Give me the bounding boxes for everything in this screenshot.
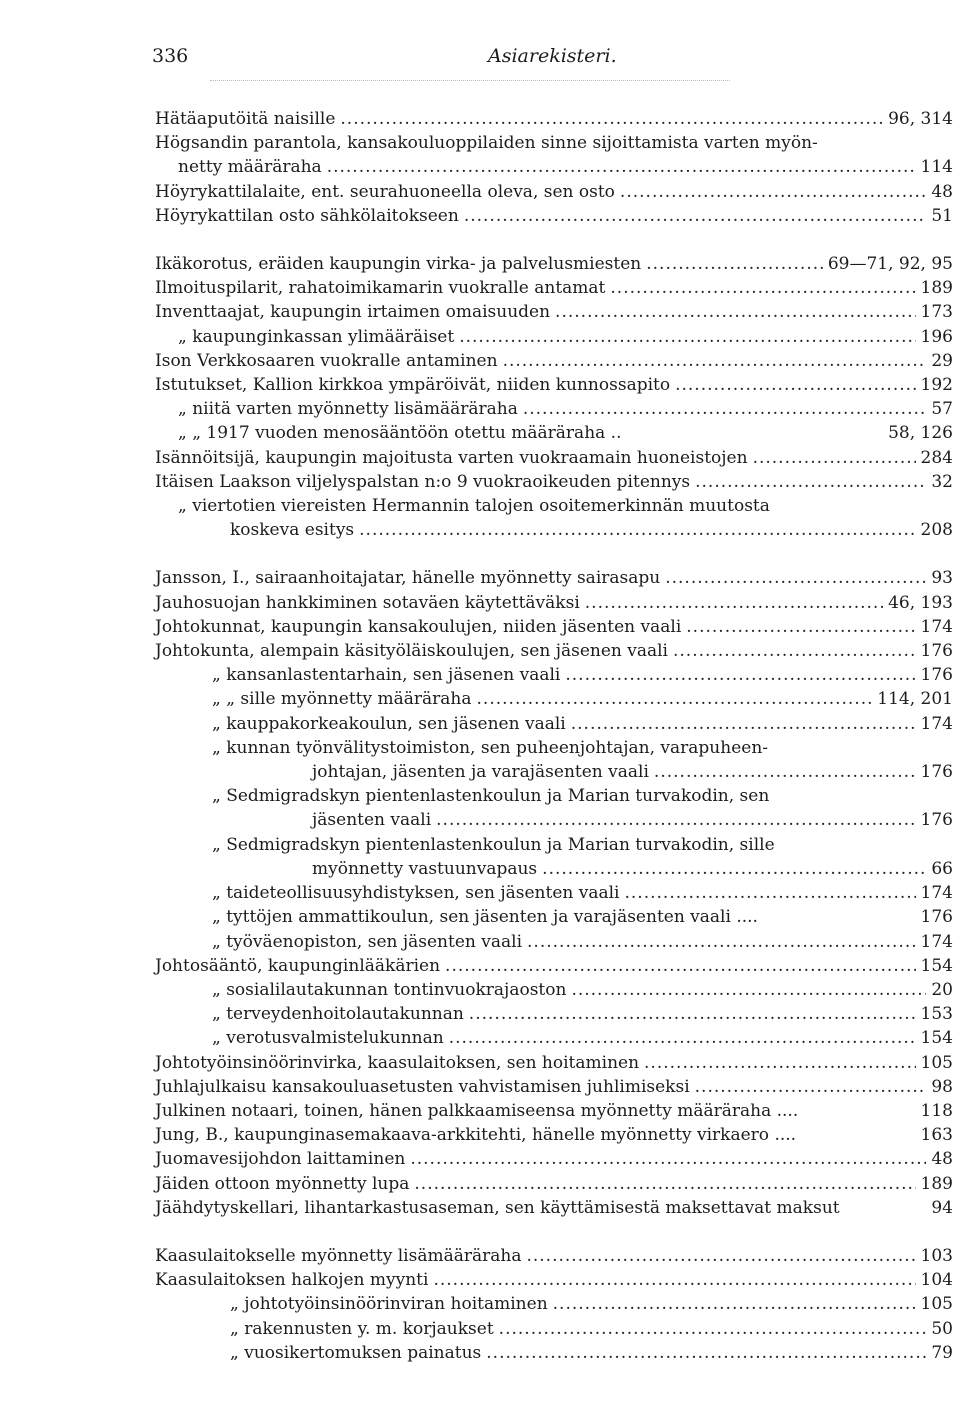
- entry-text: Itäisen Laakson viljelyspalstan n:o 9 vuokraoikeuden pitennys: [155, 471, 691, 492]
- index-entry: [155, 300, 953, 324]
- entry-text: „ „ 1917 vuoden menosääntöön otettu määräraha ..: [178, 423, 622, 444]
- index-entry: [155, 276, 953, 300]
- index-entry: [155, 954, 953, 978]
- entry-text: „ johtotyöinsinöörinviran hoitaminen: [230, 1294, 548, 1315]
- index-entry: [155, 881, 953, 905]
- entry-pages: 48: [931, 1149, 953, 1170]
- page-header: [0, 0, 960, 90]
- entry-pages: 174: [920, 713, 953, 734]
- entry-text-continued: johtajan, jäsenten ja varajäsenten vaali: [312, 762, 649, 783]
- entry-text: „ kaupunginkassan ylimääräiset: [178, 326, 455, 347]
- entry-text: Johtotyöinsinöörinvirka, kaasulaitoksen, sen hoitaminen: [155, 1052, 640, 1073]
- index-entry: [155, 663, 953, 687]
- index-entry: [155, 1099, 953, 1123]
- entry-text: Höyrykattilalaite, ent. seurahuoneella oleva, sen osto: [155, 181, 615, 202]
- index-entry: [155, 373, 953, 397]
- entry-pages: 93: [931, 568, 953, 589]
- running-head: Asiarekisteri.: [488, 45, 617, 67]
- entry-text: Jansson, I., sairaanhoitajatar, hänelle myönnetty sairasapu: [155, 568, 661, 589]
- index-entry: [155, 131, 953, 179]
- index-entry: [155, 712, 953, 736]
- index-entry: [155, 1026, 953, 1050]
- entry-text: „ „ sille myönnetty määräraha: [212, 689, 472, 710]
- entry-text: „ Sedmigradskyn pientenlastenkoulun ja Marian turvakodin, sille: [212, 834, 775, 855]
- entry-pages: 192: [920, 375, 953, 396]
- entry-text: „ kunnan työnvälitystoimiston, sen puheenjohtajan, varapuheen-: [212, 737, 769, 758]
- entry-pages: 154: [920, 1028, 953, 1049]
- entry-text: „ viertotien viereisten Hermannin talojen osoitemerkinnän muutosta: [178, 496, 770, 517]
- entry-text: „ kansanlastentarhain, sen jäsenen vaali: [212, 665, 561, 686]
- entry-text: „ sosialilautakunnan tontinvuokrajaoston: [212, 979, 567, 1000]
- entry-text-continued: koskeva esitys: [230, 520, 355, 541]
- index-entry: [155, 905, 953, 929]
- entry-pages: 105: [920, 1294, 953, 1315]
- index-entry: [155, 1123, 953, 1147]
- entry-pages: 176: [920, 665, 953, 686]
- entry-text: „ taideteollisuusyhdistyksen, sen jäsenten vaali: [212, 883, 620, 904]
- entry-pages: 173: [920, 302, 953, 323]
- index-entry: [155, 107, 953, 131]
- entry-text: Högsandin parantola, kansakouluoppilaiden sinne sijoittamista varten myön-: [155, 133, 818, 154]
- entry-pages: 284: [920, 447, 953, 468]
- index-entry: [155, 784, 953, 832]
- entry-text: Hätäaputöitä naisille: [155, 109, 336, 129]
- entry-pages: 174: [920, 931, 953, 952]
- entry-pages: 50: [931, 1318, 953, 1339]
- entry-pages: 96, 314: [888, 109, 953, 129]
- entry-text: Juhlajulkaisu kansakouluasetusten vahvistamisen juhlimiseksi: [155, 1076, 690, 1097]
- entry-pages: 98: [931, 1076, 953, 1097]
- entry-pages: 69—71, 92, 95: [827, 254, 953, 275]
- entry-text: Istutukset, Kallion kirkkoa ympäröivät, niiden kunnossapito: [155, 375, 671, 396]
- index-entry: [155, 930, 953, 954]
- entry-pages: 114: [920, 157, 953, 178]
- entry-pages: 103: [920, 1245, 953, 1266]
- index-entry: [155, 687, 953, 711]
- entry-pages: 176: [920, 810, 953, 831]
- entry-text: Höyrykattilan osto sähkölaitokseen: [155, 205, 459, 226]
- index-entry: [155, 1292, 953, 1316]
- entry-text: Jauhosuojan hankkiminen sotaväen käytettäväksi: [155, 592, 580, 613]
- entry-text: „ rakennusten y. m. korjaukset: [230, 1318, 494, 1339]
- entry-text: Inventtaajat, kaupungin irtaimen omaisuuden: [155, 302, 551, 323]
- entry-text: „ Sedmigradskyn pientenlastenkoulun ja Marian turvakodin, sen: [212, 786, 770, 807]
- entry-text: Johtokunta, alempain käsityöläiskoulujen, sen jäsenen vaali: [155, 641, 668, 662]
- index-entry: [155, 1002, 953, 1026]
- entry-text: „ terveydenhoitolautakunnan: [212, 1004, 464, 1025]
- entry-text-continued: jäsenten vaali: [312, 810, 432, 831]
- entry-pages: 208: [920, 520, 953, 541]
- index-entry: [155, 349, 953, 373]
- index-entry: [155, 1147, 953, 1171]
- index-entry: [155, 615, 953, 639]
- entry-pages: 189: [920, 1173, 953, 1194]
- entry-pages: 114, 201: [877, 689, 953, 710]
- entry-pages: 196: [920, 326, 953, 347]
- entry-text: „ niitä varten myönnetty lisämääräraha: [178, 399, 518, 420]
- entry-text: „ vuosikertomuksen painatus: [230, 1342, 482, 1363]
- entry-pages: 58, 126: [888, 423, 953, 444]
- entry-pages: 94: [931, 1197, 953, 1218]
- entry-pages: 176: [920, 907, 953, 928]
- entry-pages: 32: [931, 471, 953, 492]
- entry-text: Johtokunnat, kaupungin kansakoulujen, niiden jäsenten vaali: [155, 616, 682, 637]
- index-entry: [155, 978, 953, 1002]
- index-entry: [155, 1196, 953, 1220]
- entry-text-continued: netty määräraha: [178, 157, 322, 178]
- index-entry: [155, 1172, 953, 1196]
- index-entry: [155, 736, 953, 784]
- index-entry: [155, 1244, 953, 1268]
- index-entry: [155, 180, 953, 204]
- index-entry: [155, 566, 953, 590]
- index-entry: [155, 204, 953, 228]
- entry-text: Julkinen notaari, toinen, hänen palkkaamiseensa myönnetty määräraha ....: [155, 1100, 799, 1121]
- entry-text: „ kauppakorkeakoulun, sen jäsenen vaali: [212, 713, 566, 734]
- index-entry: [155, 470, 953, 494]
- entry-pages: 176: [920, 641, 953, 662]
- entry-pages: 57: [931, 399, 953, 420]
- entry-pages: 153: [920, 1004, 953, 1025]
- entry-text: Ilmoituspilarit, rahatoimikamarin vuokralle antamat: [155, 278, 606, 299]
- entry-text: Kaasulaitoksen halkojen myynti: [155, 1270, 429, 1291]
- entry-pages: 174: [920, 883, 953, 904]
- entry-text: Ison Verkkosaaren vuokralle antaminen: [155, 350, 498, 371]
- entry-pages: 154: [920, 955, 953, 976]
- index-entry: [155, 421, 953, 445]
- entry-pages: 66: [931, 858, 953, 879]
- entry-pages: 176: [920, 762, 953, 783]
- index-entry: [155, 1051, 953, 1075]
- entry-text: Johtosääntö, kaupunginlääkärien: [155, 955, 441, 976]
- index-entry: [155, 252, 953, 276]
- index-entry: [155, 494, 953, 542]
- entry-pages: 189: [920, 278, 953, 299]
- entry-text: „ verotusvalmistelukunnan: [212, 1028, 444, 1049]
- entry-text: Juomavesijohdon laittaminen: [155, 1149, 406, 1170]
- entry-text: Jung, B., kaupunginasemakaava-arkkitehti, hänelle myönnetty virkaero ....: [155, 1125, 797, 1146]
- index-entry: [155, 446, 953, 470]
- entry-pages: 163: [920, 1125, 953, 1146]
- index-entry: [155, 833, 953, 881]
- entry-pages: 48: [931, 181, 953, 202]
- entry-pages: 118: [920, 1100, 953, 1121]
- index-entry: [155, 639, 953, 663]
- entry-text: „ työväenopiston, sen jäsenten vaali: [212, 931, 523, 952]
- index-entry: [155, 1075, 953, 1099]
- entry-pages: 174: [920, 616, 953, 637]
- entry-pages: 105: [920, 1052, 953, 1073]
- entry-text: Ikäkorotus, eräiden kaupungin virka- ja palvelusmiesten: [155, 254, 642, 275]
- entry-pages: 20: [931, 979, 953, 1000]
- subject-index: [155, 107, 953, 1365]
- entry-pages: 104: [920, 1270, 953, 1291]
- entry-text: Jäähdytyskellari, lihantarkastusaseman, sen käyttämisestä maksettavat maksut: [155, 1197, 840, 1218]
- entry-pages: 51: [931, 205, 953, 226]
- index-entry: [155, 1268, 953, 1292]
- entry-text: Kaasulaitokselle myönnetty lisämääräraha: [155, 1245, 522, 1266]
- index-entry: [155, 325, 953, 349]
- index-entry: [155, 1317, 953, 1341]
- index-entry: [155, 397, 953, 421]
- entry-text: Isännöitsijä, kaupungin majoitusta varten vuokraamain huoneistojen: [155, 447, 748, 468]
- header-rule: [210, 80, 730, 81]
- entry-text: „ tyttöjen ammattikoulun, sen jäsenten ja varajäsenten vaali ....: [212, 907, 758, 928]
- index-entry: [155, 591, 953, 615]
- entry-pages: 29: [931, 350, 953, 371]
- index-entry: [155, 1341, 953, 1365]
- entry-pages: 46, 193: [888, 592, 953, 613]
- entry-pages: 79: [931, 1342, 953, 1363]
- page-number: 336: [152, 45, 189, 67]
- entry-text-continued: myönnetty vastuunvapaus: [312, 858, 538, 879]
- entry-text: Jäiden ottoon myönnetty lupa: [155, 1173, 410, 1194]
